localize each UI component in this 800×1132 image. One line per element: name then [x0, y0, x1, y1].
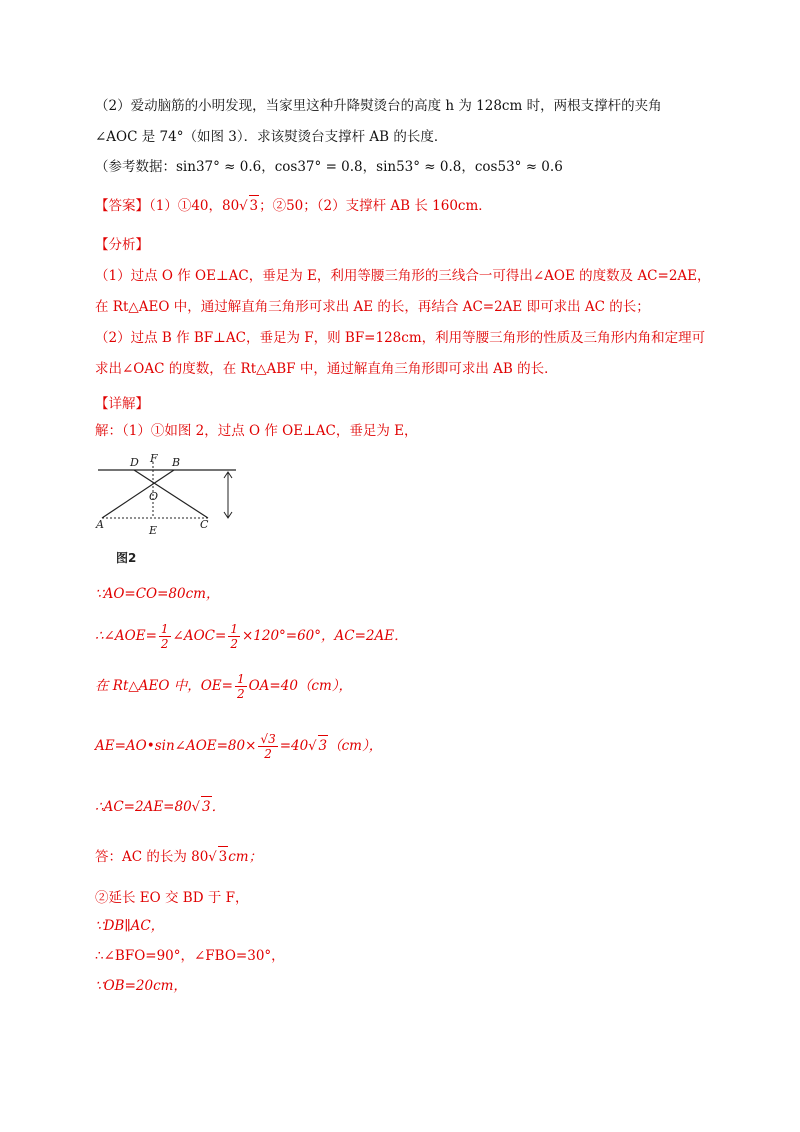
figure-2 — [90, 448, 250, 563]
solution-step-8: ∵DB∥AC， — [95, 918, 165, 934]
figure-label-c: C — [200, 518, 209, 531]
figure-label-d: D — [130, 456, 139, 469]
figure-label-o: O — [149, 490, 159, 503]
step4-prefix: AE=AO•sin∠AOE=80× — [95, 738, 257, 754]
solution-step-1: ∵AO=CO=80cm， — [95, 586, 220, 602]
detail-tag: 【详解】 — [95, 396, 149, 412]
question-line-2: ∠AOC 是 74°（如图 3）．求该熨烫台支撑杆 AB 的长度． — [95, 129, 448, 145]
question-line-1: （2）爱动脑筋的小明发现，当家里这种升降熨烫台的高度 h 为 128cm 时，两根支撑杆的夹角 — [95, 98, 662, 114]
figure-label-f: F — [150, 452, 158, 465]
step6-sqrt: 3 — [218, 846, 229, 867]
solution-step-9: ∴∠BFO=90°，∠FBO=30°， — [95, 948, 285, 964]
figure-label-a: A — [96, 518, 104, 531]
analysis-line-1: （1）过点 O 作 OE⊥AC，垂足为 E，利用等腰三角形的三线合一可得出∠AOE 的度数及 AC=2AE， — [95, 268, 711, 284]
detail-intro: 解：（1）①如图 2，过点 O 作 OE⊥AC，垂足为 E， — [95, 423, 418, 439]
solution-step-4: AE=AO•sin∠AOE=80× $\frac{√3}{2}$ =40√ 3（cm）， — [95, 732, 383, 761]
figure-leg-ba — [102, 470, 174, 518]
answer-sqrt: 3 — [249, 195, 260, 216]
analysis-line-3: （2）过点 B 作 BF⊥AC，垂足为 F，则 BF=128cm，利用等腰三角形的性质及三角形内角和定理可 — [95, 330, 706, 346]
step5-suffix: ． — [211, 799, 226, 815]
fraction-half-3: $\frac{1}{2}$ — [236, 672, 245, 701]
figure-caption: 图2 — [116, 551, 137, 565]
solution-step-5: ∴AC=2AE=80√ 3． — [95, 796, 225, 818]
step4-suffix: （cm）， — [328, 738, 383, 754]
step4-middle: =40 — [279, 738, 309, 754]
step4-sqrt: 3 — [318, 735, 329, 756]
step3-prefix: 在 Rt△AEO 中，OE= — [95, 678, 233, 694]
step2-suffix: ×120°=60°，AC=2AE． — [241, 628, 408, 644]
solution-step-3 — [95, 672, 352, 701]
step6-suffix: cm； — [228, 849, 263, 865]
answer-part-a: （1）①40，80 — [149, 198, 240, 214]
figure-label-e: E — [149, 524, 158, 537]
step2-prefix: ∴∠AOE= — [95, 628, 157, 644]
step2-middle: ∠AOC= — [172, 628, 227, 644]
fraction-half-1: $\frac{1}{2}$ — [160, 622, 169, 651]
step5-sqrt: 3 — [201, 796, 212, 817]
figure-leg-dc — [134, 470, 208, 518]
solution-step-7: ②延长 EO 交 BD 于 F， — [95, 890, 249, 906]
step3-suffix: OA=40（cm）， — [248, 678, 353, 694]
answer-part-b: ；②50；（2）支撑杆 AB 长 160cm． — [259, 198, 492, 214]
analysis-line-2: 在 Rt△AEO 中，通过解直角三角形可求出 AE 的长，再结合 AC=2AE 即可求出 AC 的长； — [95, 299, 650, 315]
fraction-half-2: $\frac{1}{2}$ — [230, 622, 238, 651]
analysis-line-4: 求出∠OAC 的度数，在 Rt△ABF 中，通过解直角三角形即可求出 AB 的长． — [95, 361, 558, 377]
figure-label-b: B — [172, 456, 181, 469]
question-reference-data: （参考数据：sin37° ≈ 0.6，cos37° = 0.8，sin53° ≈ 0.8，cos53° ≈ 0.6 — [95, 159, 563, 175]
step5-prefix: ∴AC=2AE=80 — [95, 799, 192, 815]
step6-prefix: 答：AC 的长为 80 — [95, 849, 209, 865]
answer-tag: 【答案】 — [95, 198, 149, 214]
analysis-tag: 【分析】 — [95, 237, 149, 253]
solution-step-2 — [95, 622, 408, 651]
answer-line: 【答案】（1）①40，80√ 3；②50；（2）支撑杆 AB 长 160cm． — [95, 195, 492, 217]
solution-step-10: ∵OB=20cm， — [95, 978, 187, 994]
fraction-sqrt3-over-2: $\frac{√3}{2}$ — [260, 732, 276, 761]
solution-step-6: 答：AC 的长为 80√ 3cm； — [95, 846, 262, 868]
